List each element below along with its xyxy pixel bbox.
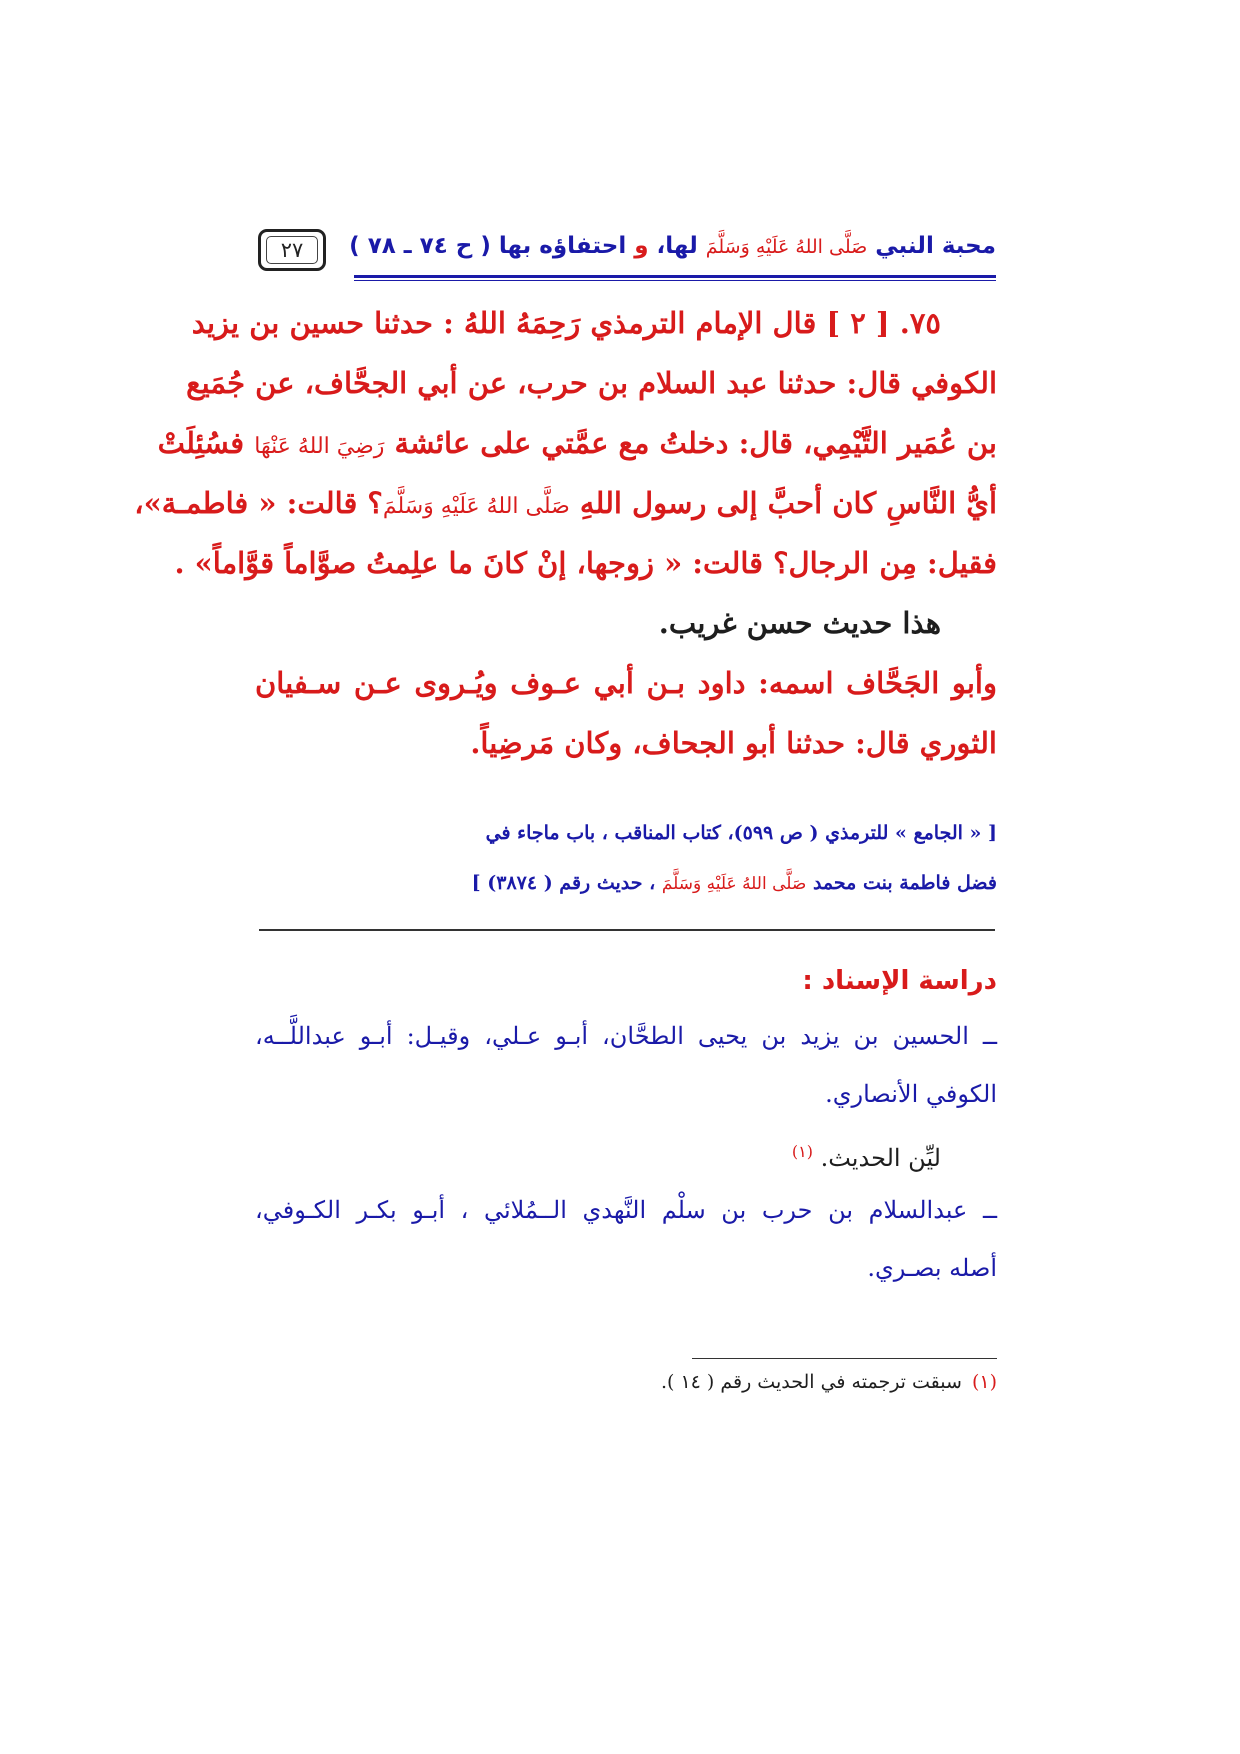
honorific-salutation: صَلَّى اللهُ عَلَيْهِ وَسَلَّمَ <box>705 236 868 258</box>
citation-part: فضل فاطمة بنت محمد <box>806 872 997 894</box>
narrator-bio-line: أصله بصـري. <box>867 1254 997 1282</box>
hadith-line <box>157 413 997 473</box>
isnad-study <box>255 955 997 1297</box>
hadith-line: فقيل: مِن الرجال؟ قالت: « زوجها، إنْ كانَ ما علِمتُ صوَّاماً قوَّاماً» . <box>174 546 997 580</box>
hadith-line: الكوفي قال: حدثنا عبد السلام بن حرب، عن أبي الجحَّاف، عن جُمَيع <box>186 366 997 400</box>
hadith-line-part: بن عُمَير التَّيْمِي، قال: دخلتُ مع عمَّتي على عائشة <box>384 426 997 460</box>
header-rule-thin <box>354 280 996 281</box>
hadith-grade: هذا حديث حسن غريب. <box>658 606 941 640</box>
footnote <box>661 1371 997 1393</box>
header-rule <box>354 275 996 278</box>
citation-line: [ « الجامع » للترمذي ( ص ٥٩٩)، كتاب المناقب ، باب ماجاء في <box>485 822 997 844</box>
citation-part: ، حديث رقم ( ٣٨٧٤) ] <box>471 872 662 894</box>
header-title-end: احتفاؤه بها ( ح ٧٤ ـ ٧٨ ) <box>349 233 635 259</box>
honorific-salutation: صَلَّى اللهُ عَلَيْهِ وَسَلَّمَ <box>661 874 807 894</box>
footnote-text: سبقت ترجمته في الحديث رقم ( ١٤ ). <box>660 1371 962 1393</box>
section-divider <box>259 929 995 931</box>
footnote-reference[interactable]: (١) <box>791 1142 813 1161</box>
hadith-line <box>134 473 997 533</box>
page-header <box>258 233 996 267</box>
honorific-salutation: صَلَّى اللهُ عَلَيْهِ وَسَلَّمَ <box>382 494 570 519</box>
page-number-frame <box>258 229 326 271</box>
honorific-radiyallah: رَضِيَ اللهُ عَنْهَا <box>254 434 385 459</box>
hadith-line: الثوري قال: حدثنا أبو الجحاف، وكان مَرضِياً. <box>470 726 997 760</box>
hadith-line-part: أيُّ النَّاسِ كان أحبَّ إلى رسول اللهِ <box>569 486 997 520</box>
narrator-bio-line: الكوفي الأنصاري. <box>825 1080 997 1108</box>
section-heading: دراسة الإسناد : <box>802 966 997 996</box>
narrator-bio-line: ــ عبدالسلام بن حرب بن سلْم النَّهدي الــمُلائي ، أبـو بكـر الكـوفي، <box>255 1196 997 1224</box>
hadith-text <box>134 293 997 773</box>
hadith-line: ٧٥. [ ٢ ] قال الإمام الترمذي رَحِمَهُ اللهُ : حدثنا حسين بن يزيد <box>191 306 941 340</box>
page-number: ٢٧ <box>266 236 318 264</box>
narrator-bio-line: ــ الحسين بن يزيد بن يحيى الطحَّان، أبـو عـلي، وقيـل: أبـو عبداللَّــه، <box>255 1022 997 1050</box>
header-title-start: محبة النبي <box>867 233 996 259</box>
hadith-line-part: ؟ قالت: « فاطمـة»، <box>134 486 383 520</box>
narrator-grade-text: ليِّن الحديث. <box>812 1144 941 1172</box>
hadith-line: وأبو الجَحَّاف اسمه: داود بـن أبي عـوف ويُـروى عـن سـفيان <box>255 666 997 700</box>
footnote-rule <box>692 1358 997 1359</box>
narrator-grade <box>255 1123 997 1181</box>
footnote-number: (١) <box>971 1371 997 1393</box>
source-citation <box>255 808 997 908</box>
header-title <box>349 233 996 259</box>
header-title-mid: لها، <box>648 233 706 259</box>
header-title-conj: و <box>634 233 649 259</box>
hadith-line-part: فسُئِلَتْ <box>157 426 255 460</box>
citation-line <box>255 858 997 908</box>
